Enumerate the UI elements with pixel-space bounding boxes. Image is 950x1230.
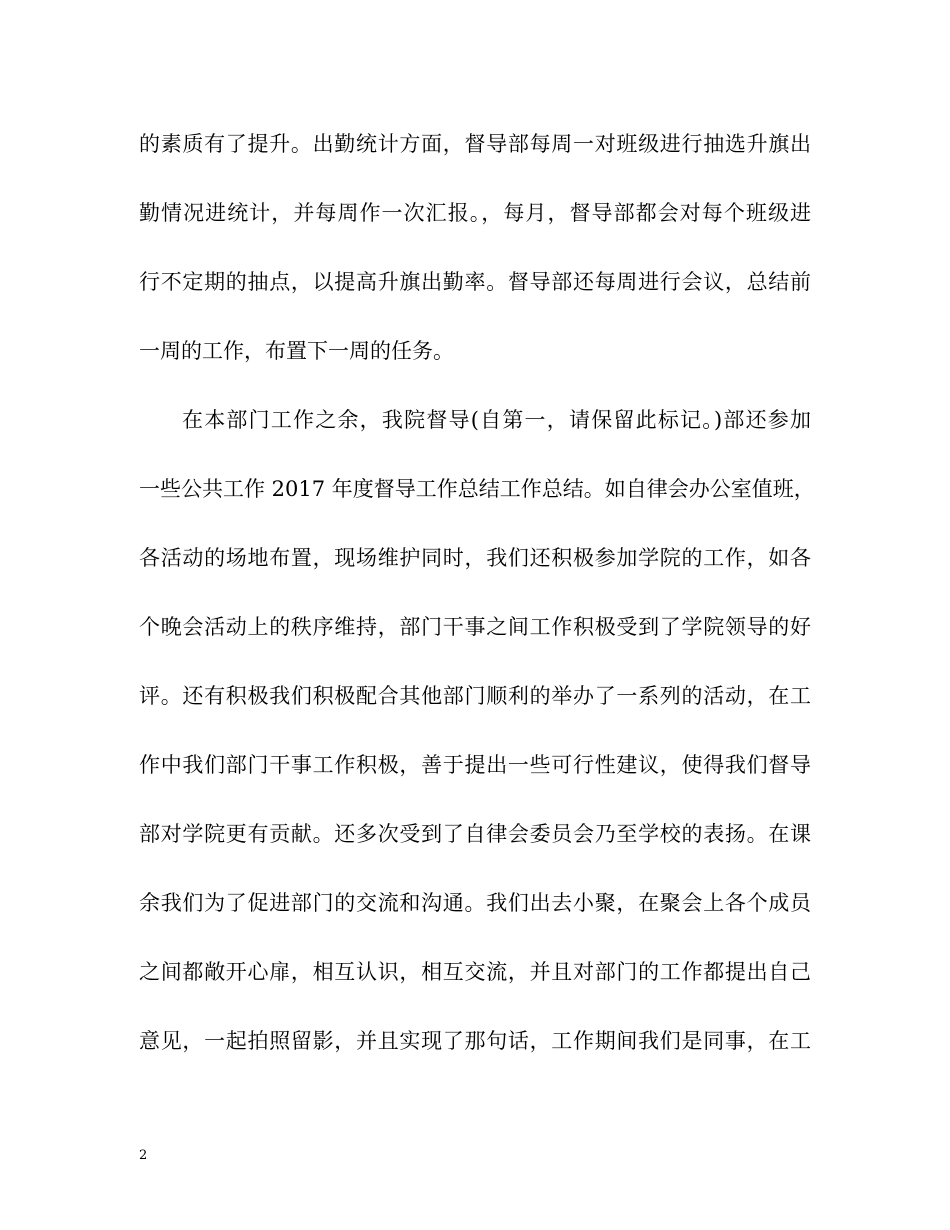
body-line-7: 各活动的场地布置，现场维护同时，我们还积极参加学院的工作，如各: [139, 546, 811, 570]
body-line-6: 一些公共工作 2017 年度督导工作总结工作总结。如自律会办公室值班，: [139, 477, 815, 501]
body-line-9: 评。还有积极我们积极配合其他部门顺利的举办了一系列的活动，在工: [139, 684, 811, 708]
page-number: 2: [139, 1148, 148, 1163]
body-line-1: 的素质有了提升。出勤统计方面，督导部每周一对班级进行抽选升旗出: [139, 132, 811, 156]
body-line-13: 之间都敞开心扉，相互认识，相互交流，并且对部门的工作都提出自己: [139, 960, 811, 984]
body-line-10: 作中我们部门干事工作积极，善于提出一些可行性建议，使得我们督导: [139, 753, 811, 777]
body-line-4: 一周的工作，布置下一周的任务。: [139, 339, 454, 363]
body-line-2: 勤情况进统计，并每周作一次汇报。，每月，督导部都会对每个班级进: [139, 201, 811, 225]
body-line-12: 余我们为了促进部门的交流和沟通。我们出去小聚，在聚会上各个成员: [139, 891, 811, 915]
body-line-5: 在本部门工作之余，我院督导(自第一，请保留此标记。)部还参加: [182, 408, 811, 432]
body-line-14: 意见，一起拍照留影，并且实现了那句话，工作期间我们是同事，在工: [139, 1029, 811, 1053]
body-line-8: 个晚会活动上的秩序维持，部门干事之间工作积极受到了学院领导的好: [139, 615, 811, 639]
body-line-3: 行不定期的抽点，以提高升旗出勤率。督导部还每周进行会议，总结前: [139, 270, 811, 294]
body-line-11: 部对学院更有贡献。还多次受到了自律会委员会乃至学校的表扬。在课: [139, 822, 811, 846]
